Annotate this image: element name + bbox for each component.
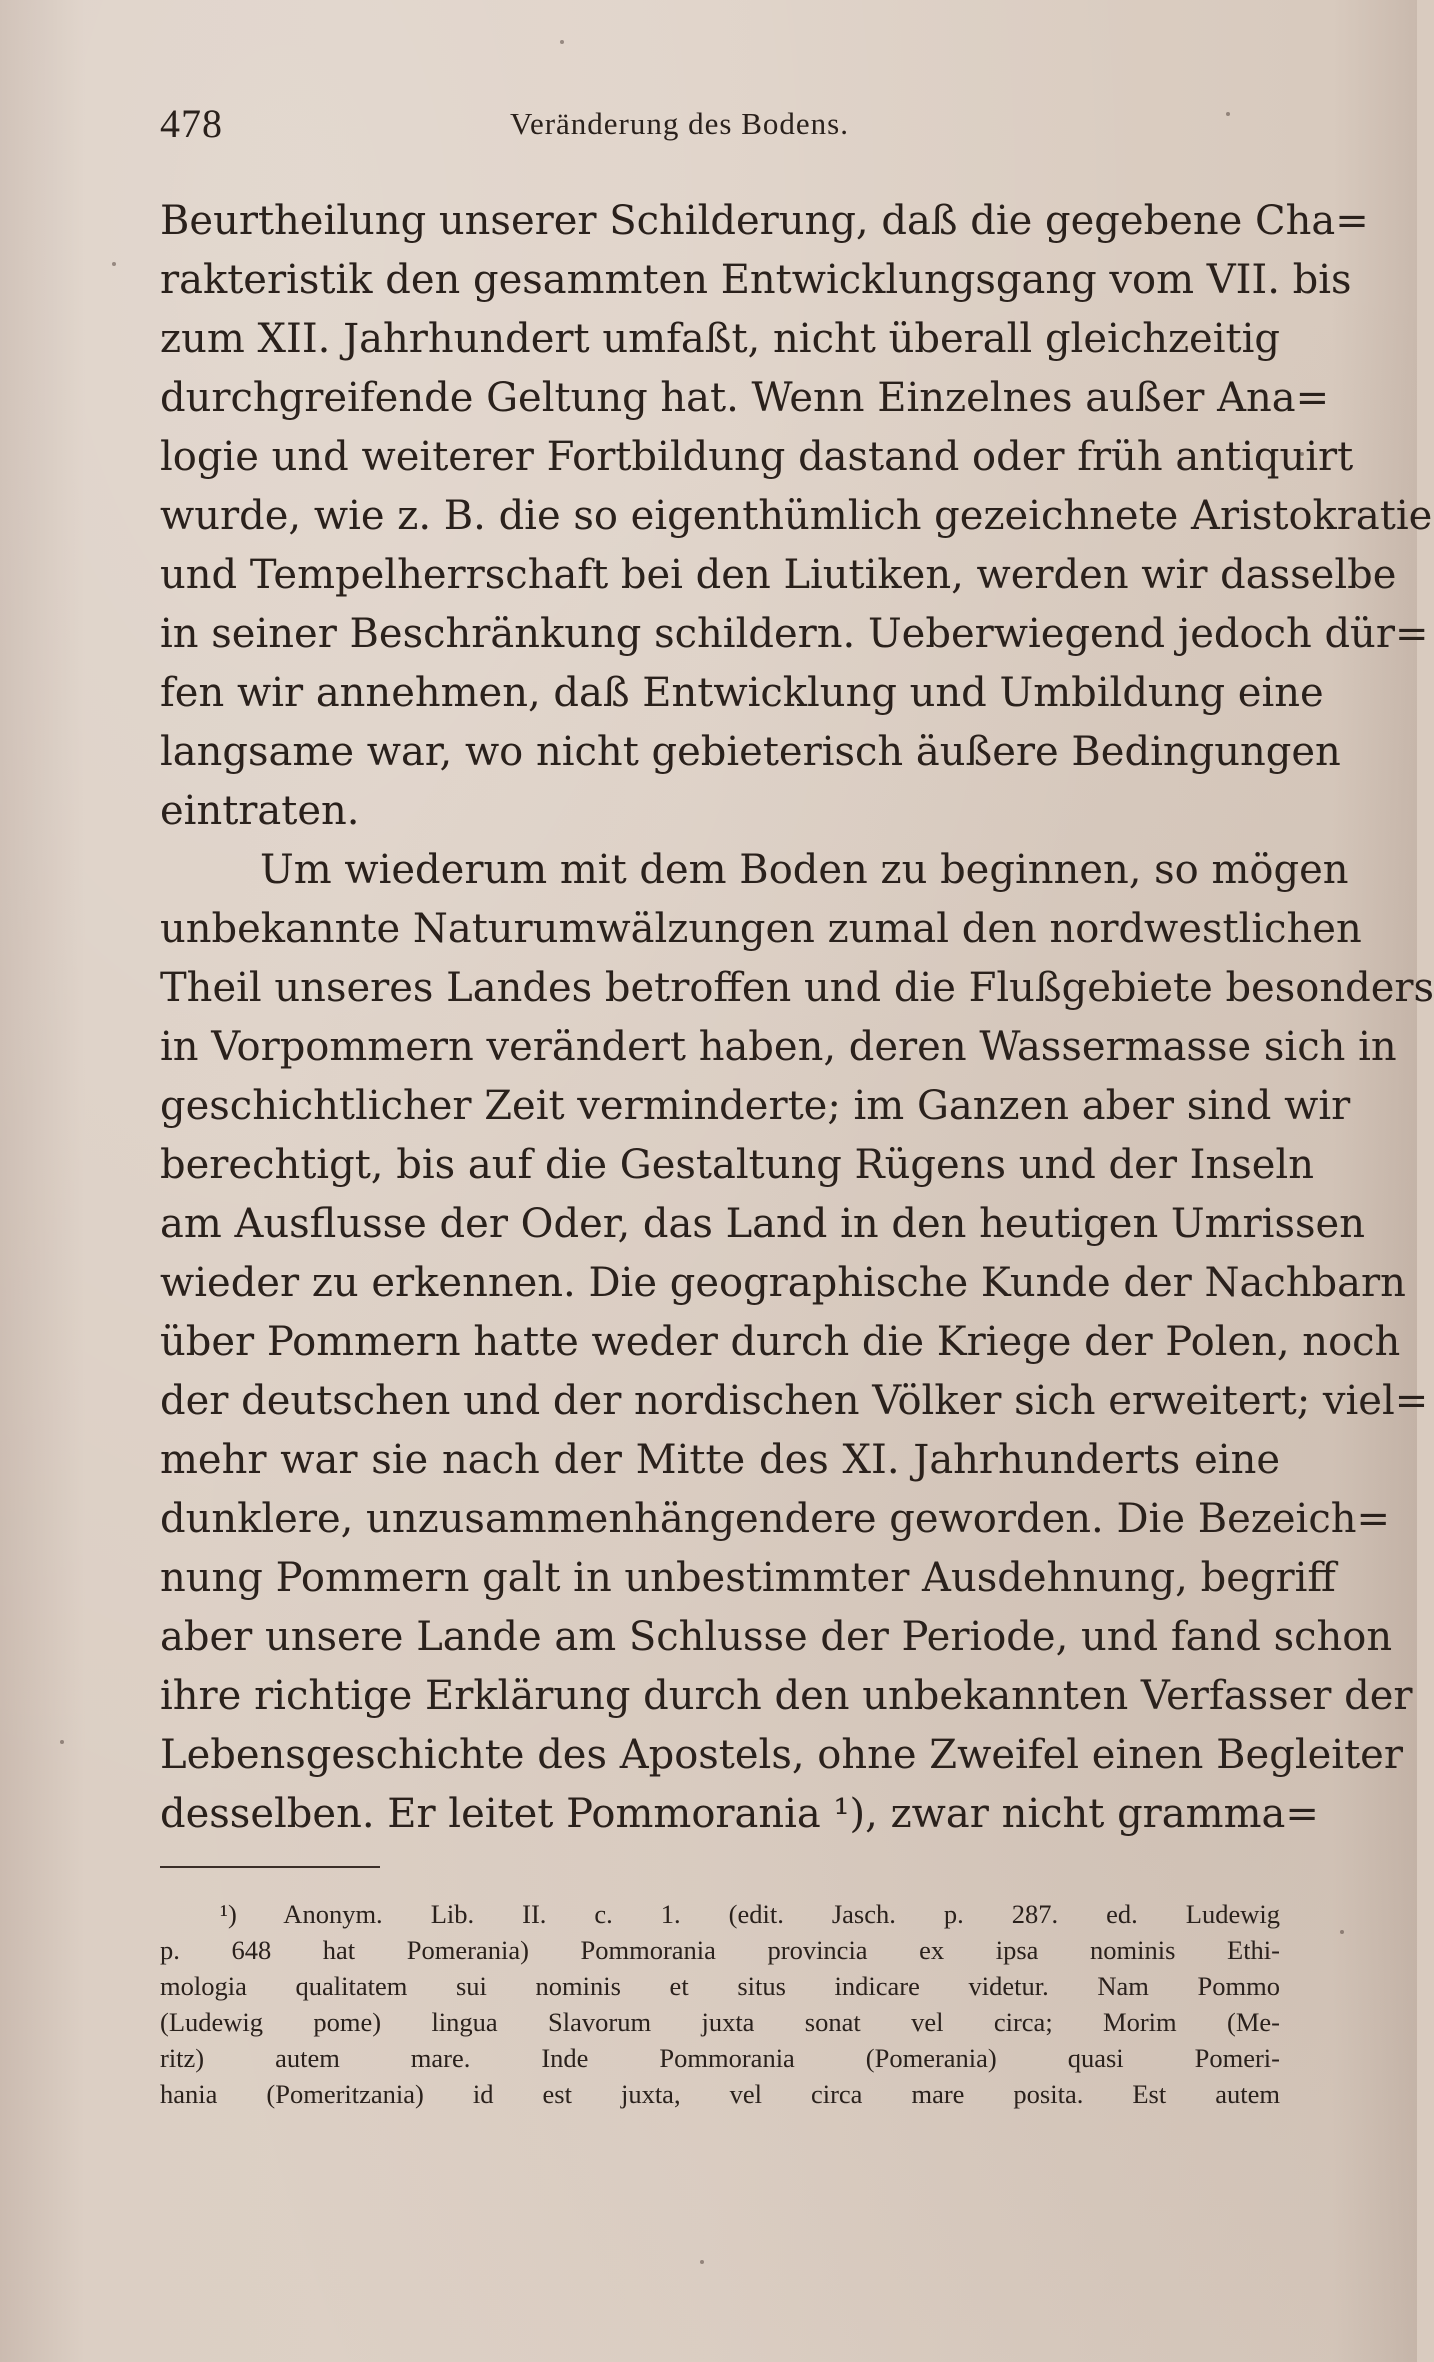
text-line: in seiner Beschränkung schildern. Ueberwiegend jedoch dür=: [160, 611, 1429, 657]
text-line: in Vorpommern verändert haben, deren Wassermasse sich in: [160, 1024, 1397, 1070]
text-line: nung Pommern galt in unbestimmter Ausdehnung, begriff: [160, 1555, 1336, 1601]
running-head: Veränderung des Bodens.: [510, 106, 849, 141]
text-line: geschichtlicher Zeit verminderte; im Ganzen aber sind wir: [160, 1083, 1351, 1129]
paper-speck: [1226, 112, 1230, 116]
text-line: berechtigt, bis auf die Gestaltung Rügens und der Inseln: [160, 1142, 1314, 1188]
text-line: aber unsere Lande am Schlusse der Periode, und fand schon: [160, 1614, 1393, 1660]
text-line: rakteristik den gesammten Entwicklungsgang vom VII. bis: [160, 257, 1352, 303]
text-line: wurde, wie z. B. die so eigenthümlich gezeichnete Aristokratie: [160, 493, 1433, 539]
footnotes: [160, 1896, 1280, 2112]
text-line: fen wir annehmen, daß Entwicklung und Umbildung eine: [160, 670, 1324, 716]
text-line: wieder zu erkennen. Die geographische Kunde der Nachbarn: [160, 1260, 1406, 1306]
footnote-separator: [160, 1866, 380, 1868]
paper-speck: [1300, 452, 1304, 456]
footnote-line: ¹) Anonym. Lib. II. c. 1. (edit. Jasch. p. 287. ed. Ludewig: [220, 1899, 1280, 1929]
text-line: durchgreifende Geltung hat. Wenn Einzelnes außer Ana=: [160, 375, 1330, 421]
text-line: über Pommern hatte weder durch die Kriege der Polen, noch: [160, 1319, 1401, 1365]
text-line: Beurtheilung unserer Schilderung, daß die gegebene Cha=: [160, 198, 1369, 244]
text-line: am Ausflusse der Oder, das Land in den heutigen Umrissen: [160, 1201, 1365, 1247]
text-line: und Tempelherrschaft bei den Liutiken, werden wir dasselbe: [160, 552, 1397, 598]
footnote-line: (Ludewig pome) lingua Slavorum juxta sonat vel circa; Morim (Me-: [160, 2007, 1280, 2037]
text-line: logie und weiterer Fortbildung dastand oder früh antiquirt: [160, 434, 1354, 480]
text-line: desselben. Er leitet Pommorania ¹), zwar nicht gramma=: [160, 1791, 1319, 1837]
text-line: dunklere, unzusammenhängendere geworden. Die Bezeich=: [160, 1496, 1390, 1542]
footnote-line: mologia qualitatem sui nominis et situs indicare videtur. Nam Pommo: [160, 1971, 1280, 2001]
body-text: [160, 192, 1434, 1844]
text-line: Lebensgeschichte des Apostels, ohne Zweifel einen Begleiter: [160, 1732, 1403, 1778]
text-line: Theil unseres Landes betroffen und die Flußgebiete besonders: [160, 965, 1434, 1011]
text-line: der deutschen und der nordischen Völker sich erweitert; viel=: [160, 1378, 1429, 1424]
paragraph-start-line: Um wiederum mit dem Boden zu beginnen, so mögen: [260, 847, 1349, 893]
footnote-line: ritz) autem mare. Inde Pommorania (Pomerania) quasi Pomeri-: [160, 2043, 1280, 2073]
paper-speck: [112, 262, 116, 266]
paragraph-end-line: eintraten.: [160, 788, 360, 834]
page-header: [160, 100, 1267, 160]
text-line: ihre richtige Erklärung durch den unbekannten Verfasser der: [160, 1673, 1413, 1719]
text-line: unbekannte Naturumwälzungen zumal den nordwestlichen: [160, 906, 1362, 952]
text-line: mehr war sie nach der Mitte des XI. Jahrhunderts eine: [160, 1437, 1280, 1483]
footnote-line: hania (Pomeritzania) id est juxta, vel circa mare posita. Est autem: [160, 2079, 1280, 2109]
paper-speck: [60, 1740, 64, 1744]
page-number: 478: [160, 101, 223, 146]
footnote-line: p. 648 hat Pomerania) Pommorania provincia ex ipsa nominis Ethi-: [160, 1935, 1280, 1965]
text-line: langsame war, wo nicht gebieterisch äußere Bedingungen: [160, 729, 1341, 775]
paper-speck: [1340, 1930, 1344, 1934]
text-line: zum XII. Jahrhundert umfaßt, nicht überall gleichzeitig: [160, 316, 1280, 362]
paper-speck: [560, 40, 564, 44]
paper-speck: [700, 2260, 704, 2264]
